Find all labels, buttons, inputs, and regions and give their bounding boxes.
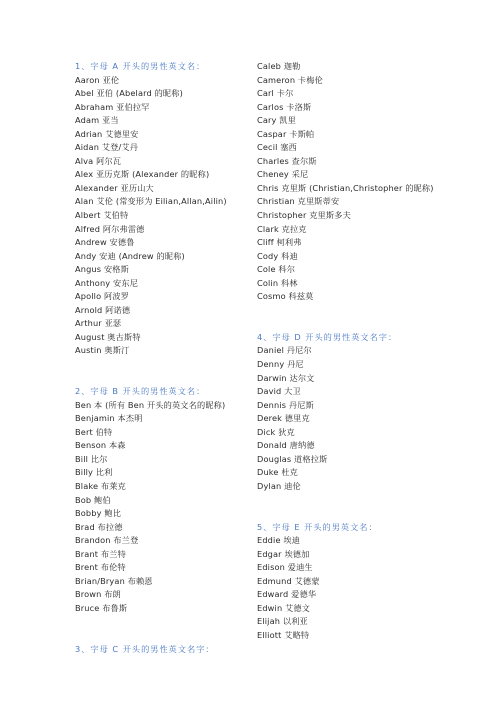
name-entry: Abraham 亚伯拉罕	[75, 101, 150, 112]
name-entry: Alexander 亚历山大	[75, 182, 154, 193]
name-entry: Bill 比尔	[75, 453, 108, 464]
section-spacer	[75, 615, 265, 642]
name-entry: Daniel 丹尼尔	[257, 345, 312, 356]
name-entry: Bert 伯特	[75, 426, 113, 437]
right-column	[257, 60, 437, 643]
name-entry: Alfred 阿尔弗雷德	[75, 223, 145, 234]
name-entry: Edward 爱德华	[257, 589, 317, 600]
section-heading-d: 4、字母 D 开头的男性英文名字：	[257, 331, 398, 342]
name-entry: Billy 比利	[75, 467, 113, 478]
name-entry: Brent 布伦特	[75, 562, 126, 573]
name-entry: Elliott 艾略特	[257, 629, 310, 640]
name-entry: Donald 唐纳德	[257, 440, 315, 451]
left-column	[75, 60, 265, 656]
name-entry: Cole 科尔	[257, 264, 296, 275]
name-entry: Edwin 艾德文	[257, 602, 311, 613]
name-entry: Edgar 埃德加	[257, 548, 310, 559]
name-entry: Brad 布拉德	[75, 521, 123, 532]
name-entry: Christian 克里斯蒂安	[257, 196, 340, 207]
name-entry: Anthony 安东尼	[75, 277, 139, 288]
name-entry: Chris 克里斯 (Christian,Christopher 的昵称)	[257, 182, 434, 193]
name-entry: Eddie 埃迪	[257, 535, 301, 546]
section-heading-c: 3、字母 C 开头的男性英文名字：	[75, 643, 215, 654]
name-entry: Adam 亚当	[75, 115, 119, 126]
name-entry: Elijah 以利亚	[257, 616, 308, 627]
name-entry: Cecil 塞西	[257, 142, 297, 153]
name-entry: Brown 布朗	[75, 589, 121, 600]
name-entry: Cosmo 科兹莫	[257, 291, 314, 302]
name-entry: Darwin 达尔文	[257, 372, 315, 383]
name-entry: Cliff 柯利弗	[257, 237, 302, 248]
section-spacer	[75, 358, 265, 385]
name-entry: Benjamin 本杰明	[75, 413, 143, 424]
section-spacer	[257, 494, 437, 521]
name-entry: Bobby 鲍比	[75, 508, 122, 519]
name-entry: Brandon 布兰登	[75, 535, 139, 546]
name-entry: Cary 凯里	[257, 115, 296, 126]
section-heading-a: 1、字母 A 开头的男性英文名：	[75, 61, 206, 71]
name-entry: Denny 丹尼	[257, 359, 304, 370]
name-entry: Brant 布兰特	[75, 548, 126, 559]
name-entry: Clark 克拉克	[257, 223, 307, 234]
name-entry: Carlos 卡洛斯	[257, 101, 312, 112]
name-entry: Douglas 道格拉斯	[257, 453, 328, 464]
name-entry: David 大卫	[257, 386, 301, 397]
name-entry: Arnold 阿诺德	[75, 304, 131, 315]
name-entry: Christopher 克里斯多夫	[257, 210, 351, 221]
name-entry: Arthur 亚瑟	[75, 318, 122, 329]
name-entry: Carl 卡尔	[257, 88, 294, 99]
name-entry: Abel 亚伯 (Abelard 的昵称)	[75, 88, 183, 99]
name-entry: Benson 本森	[75, 440, 126, 451]
name-entry: Angus 安格斯	[75, 264, 129, 275]
section-heading-e: 5、字母 E 开头的男英文名：	[257, 521, 378, 532]
name-entry: Albert 艾伯特	[75, 210, 129, 221]
name-entry: Cheney 采尼	[257, 169, 309, 180]
name-entry: Andy 安迪 (Andrew 的昵称)	[75, 250, 185, 261]
name-entry: Brian/Bryan 布赖恩	[75, 575, 153, 586]
name-entry: Andrew 安德鲁	[75, 237, 135, 248]
name-entry: Caleb 迦勒	[257, 61, 301, 71]
name-entry: Bob 鲍伯	[75, 494, 111, 505]
name-entry: Austin 奥斯汀	[75, 345, 130, 356]
name-entry: Aaron 亚伦	[75, 74, 120, 85]
name-entry: Ben 本 (所有 Ben 开头的英文名的昵称)	[75, 399, 226, 410]
name-entry: Colin 科林	[257, 277, 298, 288]
name-entry: Blake 布莱克	[75, 480, 126, 491]
name-entry: Bruce 布鲁斯	[75, 602, 128, 613]
name-entry: Dennis 丹尼斯	[257, 399, 314, 410]
name-entry: Aidan 艾登/艾丹	[75, 142, 139, 153]
name-entry: August 奥古斯特	[75, 331, 141, 342]
name-entry: Caspar 卡斯帕	[257, 128, 315, 139]
name-entry: Dylan 迪伦	[257, 480, 301, 491]
name-entry: Edmund 艾德蒙	[257, 575, 320, 586]
name-entry: Dick 狄克	[257, 426, 295, 437]
name-entry: Adrian 艾德里安	[75, 128, 139, 139]
name-entry: Edison 爱迪生	[257, 562, 313, 573]
name-entry: Alex 亚历克斯 (Alexander 的昵称)	[75, 169, 210, 180]
name-entry: Charles 查尔斯	[257, 155, 317, 166]
name-entry: Alan 艾伦 (常变形为 Eilian,Allan,Ailin)	[75, 196, 227, 207]
name-entry: Alva 阿尔瓦	[75, 155, 122, 166]
name-entry: Cameron 卡梅伦	[257, 74, 323, 85]
name-entry: Derek 德里克	[257, 413, 310, 424]
name-entry: Cody 科迪	[257, 250, 298, 261]
name-entry: Apollo 阿波罗	[75, 291, 130, 302]
name-entry: Duke 杜克	[257, 467, 299, 478]
section-heading-b: 2、字母 B 开头的男性英文名：	[75, 386, 206, 397]
section-spacer	[257, 304, 437, 331]
